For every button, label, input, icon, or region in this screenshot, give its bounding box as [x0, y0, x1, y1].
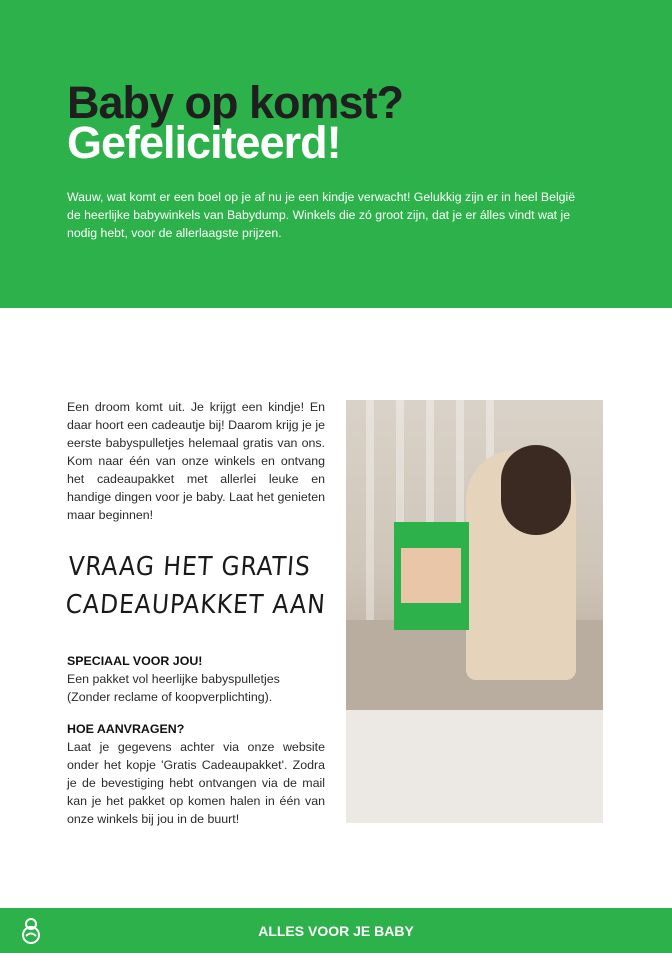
handwritten-heading: VRAAG HET GRATIS CADEAUPAKKET AAN [64, 552, 327, 620]
special-section [67, 652, 325, 706]
hero-banner [0, 0, 672, 308]
intro-text: Wauw, wat komt er een boel op je af nu je een kindje verwacht! Gelukkig zijn er in heel België de heerlijke babywinkels van Babydump. Winkels die zó groot zijn, dat je er álles vindt wat je nodig hebt, voor de allerlaagste prijzen. [67, 190, 576, 240]
intro-paragraph: Een droom komt uit. Je krijgt een kindje! En daar hoort een cadeautje bij! Daarom krijg je je eerste babyspulletjes helemaal gratis van ons. Kom naar één van onze winkels en ontvang het cadeaupakket met allerlei leuke en handige dingen voor je baby. Laat het genieten maar beginnen! [67, 400, 325, 522]
special-heading: SPECIAAL VOOR JOU! [67, 654, 203, 668]
page-title-line2: Gefeliciteerd! [67, 117, 341, 168]
how-heading: HOE AANVRAGEN? [67, 722, 185, 736]
how-section [67, 720, 325, 828]
footer-label: ALLES VOOR JE BABY [258, 923, 414, 939]
footer-bar [0, 908, 672, 953]
pregnant-woman-photo [346, 400, 603, 823]
special-text: Een pakket vol heerlijke babyspulletjes (Zonder reclame of koopverplichting). [67, 672, 280, 704]
how-text: Laat je gegevens achter via onze website onder het kopje 'Gratis Cadeaupakket'. Zodra je de bevestiging hebt ontvangen via de mail kan je het pakket op komen halen in één van onze winkels bij jou in de buurt! [67, 740, 325, 826]
page-title-line1: Baby op komst? [67, 77, 404, 128]
